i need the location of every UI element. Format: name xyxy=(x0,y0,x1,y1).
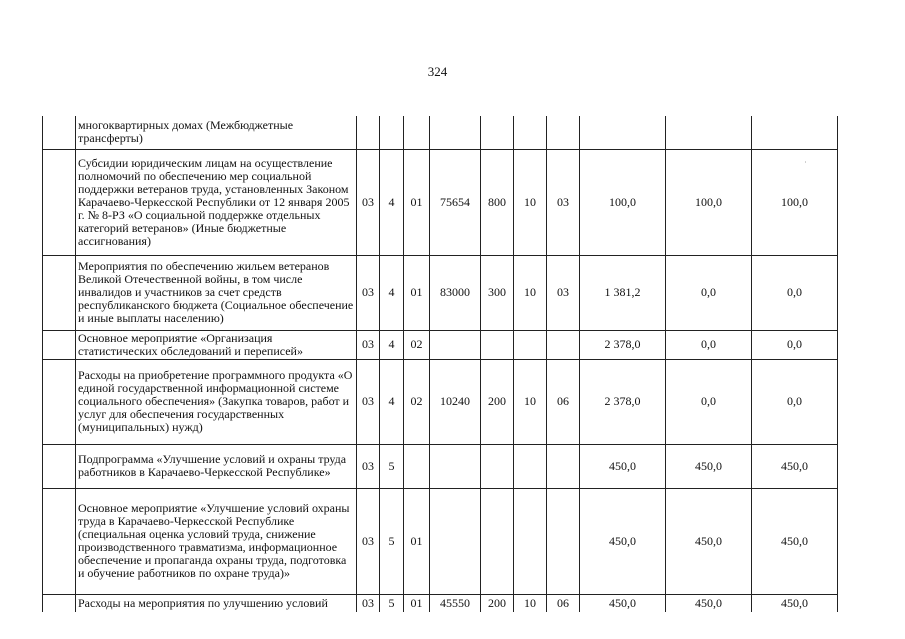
cell-a: 10 xyxy=(514,149,547,255)
cell-gr: 03 xyxy=(357,444,380,488)
table-row xyxy=(43,594,838,612)
cell-code: 10240 xyxy=(430,359,481,444)
row-index-cell xyxy=(43,116,76,149)
cell-y2: 0,0 xyxy=(666,330,752,359)
cell-pz: 4 xyxy=(380,359,404,444)
cell-r xyxy=(404,116,430,149)
cell-y2: 450,0 xyxy=(666,444,752,488)
table-row xyxy=(43,116,838,149)
cell-r: 01 xyxy=(404,255,430,330)
cell-r: 01 xyxy=(404,149,430,255)
cell-y3 xyxy=(752,116,838,149)
cell-y1: 2 378,0 xyxy=(580,330,666,359)
cell-y1: 1 381,2 xyxy=(580,255,666,330)
cell-description: Подпрограмма «Улучшение условий и охраны труда работников в Карачаево-Черкесской Республике» xyxy=(76,444,357,488)
cell-code xyxy=(430,116,481,149)
table-row xyxy=(43,444,838,488)
cell-b: 03 xyxy=(547,255,580,330)
cell-vr: 800 xyxy=(481,149,514,255)
cell-vr xyxy=(481,330,514,359)
cell-b: 03 xyxy=(547,149,580,255)
table-row xyxy=(43,149,838,255)
cell-b: 06 xyxy=(547,594,580,612)
cell-y2: 450,0 xyxy=(666,594,752,612)
cell-pz: 4 xyxy=(380,149,404,255)
cell-y2 xyxy=(666,116,752,149)
cell-vr xyxy=(481,444,514,488)
cell-y3: 0,0 xyxy=(752,359,838,444)
cell-vr xyxy=(481,116,514,149)
cell-b xyxy=(547,488,580,594)
cell-b xyxy=(547,330,580,359)
cell-b: 06 xyxy=(547,359,580,444)
cell-description: Субсидии юридическим лицам на осуществление полномочий по обеспечению мер социальной поддержки ветеранов труда, установленных Законом Карачаево-Черкесской Республики от 12 января 2005 г. № 8-РЗ «О социальной поддержке отдельных категорий ветеранов» (Иные бюджетные ассигнования) xyxy=(76,149,357,255)
page-number: 324 xyxy=(427,64,448,79)
cell-r xyxy=(404,444,430,488)
cell-code: 83000 xyxy=(430,255,481,330)
row-index-cell xyxy=(43,330,76,359)
row-index-cell xyxy=(43,444,76,488)
cell-a xyxy=(514,444,547,488)
cell-a: 10 xyxy=(514,594,547,612)
cell-r: 02 xyxy=(404,330,430,359)
cell-y3: 0,0 xyxy=(752,330,838,359)
table-row xyxy=(43,359,838,444)
cell-description: Основное мероприятие «Улучшение условий охраны труда в Карачаево-Черкесской Республике (специальная оценка условий труда, снижение производственного травматизма, информационное обеспечение и пропаганда охраны труда, подготовка и обучение работников по охране труда)» xyxy=(76,488,357,594)
cell-gr: 03 xyxy=(357,359,380,444)
cell-r: 01 xyxy=(404,488,430,594)
row-index-cell xyxy=(43,594,76,612)
table-row xyxy=(43,255,838,330)
cell-a xyxy=(514,488,547,594)
cell-y2: 100,0 xyxy=(666,149,752,255)
cell-a xyxy=(514,116,547,149)
cell-y1 xyxy=(580,116,666,149)
cell-a: 10 xyxy=(514,359,547,444)
row-index-cell xyxy=(43,488,76,594)
cell-vr: 200 xyxy=(481,359,514,444)
scan-speck: ˙ xyxy=(804,160,807,170)
row-index-cell xyxy=(43,149,76,255)
cell-pz: 4 xyxy=(380,330,404,359)
cell-code: 45550 xyxy=(430,594,481,612)
cell-gr: 03 xyxy=(357,330,380,359)
cell-description: Расходы на приобретение программного продукта «О единой государственной информационной системе социального обеспечения» (Закупка товаров, работ и услуг для обеспечения государственных (муниципальных) нужд) xyxy=(76,359,357,444)
cell-y3: 0,0 xyxy=(752,255,838,330)
cell-gr: 03 xyxy=(357,255,380,330)
cell-description: Основное мероприятие «Организация статистических обследований и переписей» xyxy=(76,330,357,359)
cell-y1: 450,0 xyxy=(580,488,666,594)
cell-pz: 5 xyxy=(380,488,404,594)
cell-y3: 450,0 xyxy=(752,594,838,612)
cell-code xyxy=(430,488,481,594)
cell-vr: 200 xyxy=(481,594,514,612)
cell-vr xyxy=(481,488,514,594)
cell-pz: 5 xyxy=(380,594,404,612)
cell-y1: 450,0 xyxy=(580,444,666,488)
cell-code xyxy=(430,444,481,488)
budget-table xyxy=(42,116,838,612)
cell-pz: 4 xyxy=(380,255,404,330)
cell-y1: 100,0 xyxy=(580,149,666,255)
cell-gr: 03 xyxy=(357,594,380,612)
cell-y2: 450,0 xyxy=(666,488,752,594)
cell-b xyxy=(547,116,580,149)
cell-a: 10 xyxy=(514,255,547,330)
cell-gr xyxy=(357,116,380,149)
cell-r: 02 xyxy=(404,359,430,444)
cell-y3: 450,0 xyxy=(752,488,838,594)
cell-description: Мероприятия по обеспечению жильем ветеранов Великой Отечественной войны, в том числе инвалидов и участников за счет средств республиканского бюджета (Социальное обеспечение и иные выплаты населению) xyxy=(76,255,357,330)
cell-b xyxy=(547,444,580,488)
cell-gr: 03 xyxy=(357,488,380,594)
cell-y3: 100,0 xyxy=(752,149,838,255)
cell-vr: 300 xyxy=(481,255,514,330)
cell-pz xyxy=(380,116,404,149)
cell-a xyxy=(514,330,547,359)
cell-description: многоквартирных домах (Межбюджетные трансферты) xyxy=(76,116,357,149)
cell-code: 75654 xyxy=(430,149,481,255)
row-index-cell xyxy=(43,255,76,330)
cell-y2: 0,0 xyxy=(666,359,752,444)
cell-gr: 03 xyxy=(357,149,380,255)
cell-y1: 450,0 xyxy=(580,594,666,612)
table-row xyxy=(43,488,838,594)
cell-y1: 2 378,0 xyxy=(580,359,666,444)
row-index-cell xyxy=(43,359,76,444)
table-row xyxy=(43,330,838,359)
cell-r: 01 xyxy=(404,594,430,612)
cell-y2: 0,0 xyxy=(666,255,752,330)
cell-code xyxy=(430,330,481,359)
cell-description: Расходы на мероприятия по улучшению условий xyxy=(76,594,357,612)
cell-pz: 5 xyxy=(380,444,404,488)
cell-y3: 450,0 xyxy=(752,444,838,488)
